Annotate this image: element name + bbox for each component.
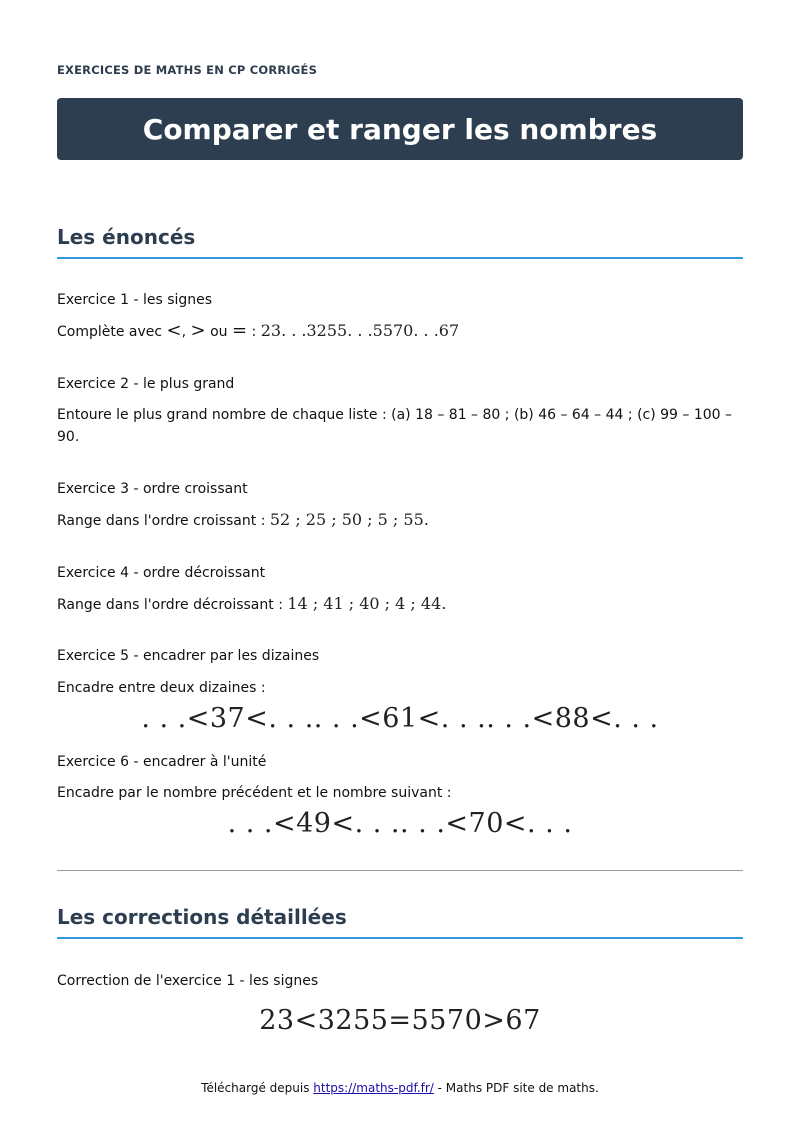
exercise-2-statement: Entoure le plus grand nombre de chaque liste : (a) 18 – 81 – 80 ; (b) 46 – 64 – 44 ; (c) 99 – 100 – 90. (57, 407, 733, 445)
footer-link[interactable]: https://maths-pdf.fr/ (313, 1081, 434, 1095)
page-title: Comparer et ranger les nombres (142, 112, 658, 146)
exercise-1-math: 23. . .3255. . .5570. . .67 (260, 321, 460, 340)
equals-sign: = (231, 320, 248, 341)
exercise-6-prompt: Encadre par le nombre précédent et le nombre suivant : (57, 785, 452, 801)
exercise-3-math: 52 ; 25 ; 50 ; 5 ; 55. (269, 510, 429, 529)
exercise-1-statement (57, 320, 743, 343)
footer-text-before: Téléchargé depuis (201, 1081, 314, 1095)
footer-text-after: - Maths PDF site de maths. (433, 1081, 599, 1095)
correction-1-math: 23<3255=5570>67 (259, 1005, 541, 1036)
header-kicker: EXERCICES DE MATHS EN CP CORRIGÉS (57, 63, 318, 77)
exercise-4-title: Exercice 4 - ordre décroissant (57, 565, 266, 581)
exercise-3-prompt: Range dans l'ordre croissant : (57, 513, 270, 529)
greater-than-sign: > (190, 320, 206, 341)
exercise-5-title: Exercice 5 - encadrer par les dizaines (57, 648, 320, 664)
page-title-banner (57, 98, 743, 160)
comma-separator: , (181, 324, 191, 340)
section-enonces-title: Les énoncés (57, 225, 743, 259)
exercise-2-title: Exercice 2 - le plus grand (57, 376, 235, 392)
or-word: ou (205, 324, 232, 340)
exercise-5-prompt: Encadre entre deux dizaines : (57, 680, 266, 696)
correction-1-title: Correction de l'exercice 1 - les signes (57, 973, 319, 989)
exercise-4-math: 14 ; 41 ; 40 ; 4 ; 44. (287, 594, 447, 613)
exercise-3-statement (57, 509, 743, 532)
exercise-5-math: . . .<37<. . .. . .<61<. . .. . .<88<. . . (141, 703, 659, 734)
less-than-sign: < (166, 320, 182, 341)
exercise-6-math: . . .<49<. . .. . .<70<. . . (227, 808, 573, 839)
colon-separator: : (247, 324, 261, 340)
section-divider (57, 870, 743, 871)
exercise-1-prompt: Complète avec (57, 324, 167, 340)
section-corrections-title: Les corrections détaillées (57, 905, 743, 939)
exercise-4-prompt: Range dans l'ordre décroissant : (57, 597, 288, 613)
exercise-3-title: Exercice 3 - ordre croissant (57, 481, 248, 497)
exercise-6-title: Exercice 6 - encadrer à l'unité (57, 754, 267, 770)
exercise-4-statement (57, 593, 743, 616)
exercise-1-title: Exercice 1 - les signes (57, 292, 213, 308)
page-footer (0, 1081, 800, 1095)
